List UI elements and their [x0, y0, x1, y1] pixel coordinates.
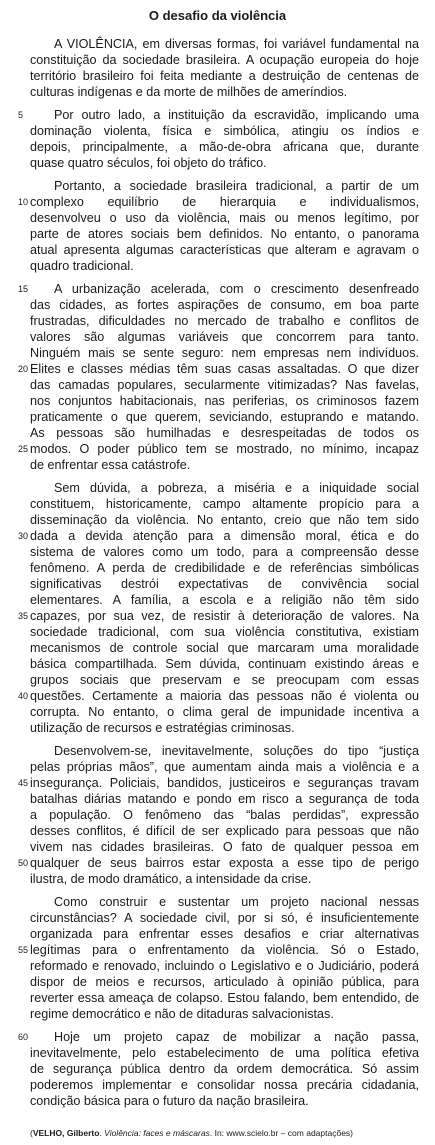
line-number: 60: [18, 1032, 29, 1042]
line-number: 15: [18, 284, 29, 294]
text-line: frustradas, dificuldades no mercado de trabalho e conflitos de: [30, 314, 419, 328]
text-line: constituição da sociedade brasileira. A ocupação europeia do hoje: [30, 53, 419, 67]
text-line: dominação violenta, física e simbólica, atingiu os índios e: [30, 124, 419, 138]
text-line: valores são algumas variáveis que concorrem para tanto.: [30, 330, 419, 344]
citation-open: (: [30, 1128, 33, 1138]
text-line: ilustra, de modo dramático, a intensidade da crise.: [30, 872, 312, 886]
text-line: quadro tradicional.: [30, 259, 134, 273]
text-line: culturas indígenas e da morte de milhões de ameríndios.: [30, 85, 348, 99]
citation-author: VELHO, Gilberto: [32, 1128, 100, 1138]
text-line: reverter essa ameaça de colapso. Estou falando, bem entendido, de: [30, 991, 419, 1005]
text-line: constituem, historicamente, campo altamente propício para a: [30, 497, 419, 511]
text-line: praticamente o que querem, seviciando, estuprando e matando.: [30, 410, 419, 424]
line-number: 50: [18, 858, 29, 868]
text-line: qualquer de seus bairros estar exposta a esse tipo de perigo: [30, 856, 419, 870]
text-line: poderemos implementar e consolidar nossa precária cidadania,: [30, 1078, 419, 1092]
text-line: Ninguém mais se sente seguro: nem empresas nem indivíduos.: [30, 346, 419, 360]
text-line: sociedade tradicional, com sua violência constitutiva, existiam: [30, 625, 419, 639]
text-line: utilização de recursos e estratégias criminosas.: [30, 721, 295, 735]
text-line: circunstâncias? A sociedade civil, por si só, é insuficientemente: [30, 911, 419, 925]
text-line: significativas destrói expectativas de convivência social: [30, 577, 419, 591]
line-number: 5: [18, 110, 24, 120]
text-line: Desenvolvem-se, inevitavelmente, soluções do tipo “justiça: [54, 744, 419, 758]
line-number: 25: [18, 444, 29, 454]
line-number: 40: [18, 691, 29, 701]
text-line: elementares. A família, a escola e a religião não têm sido: [30, 593, 419, 607]
text-line: de segurança pública dentro da ordem democrática. Só assim: [30, 1062, 419, 1076]
text-line: fenômeno. A perda de credibilidade e de referências simbólicas: [30, 561, 419, 575]
text-line: modos. O poder público tem se mostrado, no mínimo, incapaz: [30, 442, 419, 456]
line-number: 45: [18, 778, 29, 788]
source-citation: [30, 1127, 435, 1139]
text-line: de enfrentar essa catástrofe.: [30, 458, 191, 472]
text-line: As pessoas são humilhadas e desrespeitadas de todos os: [30, 426, 419, 440]
line-number: 35: [18, 611, 29, 621]
text-line: quase quatro séculos, foi objeto do tráfico.: [30, 156, 267, 170]
text-line: reformado e renovado, incluindo o Legislativo e o Judiciário, poderá: [30, 959, 419, 973]
text-line: Como construir e sustentar um projeto nacional nessas: [54, 895, 419, 909]
text-line: grupos sociais que preservam e se preocupam com essas: [30, 673, 419, 687]
line-number: 10: [18, 197, 29, 207]
text-line: corrupta. No entanto, o clima geral de impunidade incentiva a: [30, 705, 419, 719]
text-line: território brasileiro foi feita mediante a destruição de centenas de: [30, 69, 419, 83]
text-line: condição básica para o futuro da nação brasileira.: [30, 1094, 309, 1108]
text-line: mecanismos de controle social que marcaram uma moralidade: [30, 641, 419, 655]
text-line: a população. O fenômeno das “balas perdidas”, expressão: [30, 808, 419, 822]
text-line: capazes, por sua vez, de resistir à deterioração de valores. Na: [30, 609, 419, 623]
text-line: dada a devida atenção para a dimensão moral, ética e do: [30, 529, 419, 543]
citation-rest: . In: www.scielo.br – com adaptações): [209, 1128, 354, 1138]
text-line: sistema de valores como um todo, para a compreensão desse: [30, 545, 419, 559]
text-line: dispor de meios e recursos, articulado à opinião pública, para: [30, 975, 419, 989]
text-line: insegurança. Policiais, bandidos, justiceiros e seguranças travam: [30, 776, 419, 790]
text-line: inevitavelmente, pelo estabelecimento de uma política efetiva: [30, 1046, 419, 1060]
text-line: A urbanização acelerada, com o crescimento desenfreado: [54, 282, 419, 296]
text-line: desenvolveu o uso da violência, mais ou menos legítimo, por: [30, 211, 419, 225]
text-line: Hoje um projeto capaz de mobilizar a nação passa,: [54, 1030, 419, 1044]
text-line: das camadas populares, secularmente vitimizadas? Nas favelas,: [30, 378, 419, 392]
text-line: das cidades, as fortes aspirações de consumo, em boa parte: [30, 298, 419, 312]
text-line: batalhas diárias matando e pondo em risco a segurança de toda: [30, 792, 419, 806]
citation-separator: .: [99, 1128, 105, 1138]
text-line: legítimas para o enfrentamento da violência. Só o Estado,: [30, 943, 419, 957]
line-number: 30: [18, 531, 29, 541]
line-number: 20: [18, 364, 29, 374]
text-line: questões. Certamente a maioria das pessoas não é violenta ou: [30, 689, 419, 703]
text-line: vivem nas cidades brasileiras. O fato de qualquer pessoa em: [30, 840, 419, 854]
text-line: Elites e classes médias têm suas casas assaltadas. O que dizer: [30, 362, 419, 376]
text-line: A VIOLÊNCIA, em diversas formas, foi variável fundamental na: [54, 37, 419, 51]
text-line: desses conflitos, é difícil de ser explicado para pessoas que não: [30, 824, 419, 838]
line-number: 55: [18, 945, 29, 955]
text-line: Portanto, a sociedade brasileira tradicional, a partir de um: [54, 179, 419, 193]
text-line: Por outro lado, a instituição da escravidão, implicando uma: [54, 108, 419, 122]
text-line: básica compartilhada. Sem dúvida, continuam existindo áreas e: [30, 657, 419, 671]
text-line: parte de atores sociais bem definidos. No entanto, o panorama: [30, 227, 419, 241]
text-line: regime democrático e não de ditaduras salvacionistas.: [30, 1007, 334, 1021]
text-line: Sem dúvida, a pobreza, a miséria e a iniquidade social: [54, 481, 419, 495]
text-line: complexo equilíbrio de hierarquia e individualismos,: [30, 195, 419, 209]
text-line: disseminação da violência. No entanto, creio que não tem sido: [30, 513, 419, 527]
document-title: O desafio da violência: [148, 8, 287, 23]
citation-work-title: Violência: faces e máscaras: [104, 1128, 210, 1138]
text-line: atual apresenta algumas características que alteram e agravam o: [30, 243, 419, 257]
text-line: organizada para enfrentar esses desafios e criar alternativas: [30, 927, 419, 941]
text-line: depois, principalmente, a mão-de-obra africana que, durante: [30, 140, 419, 154]
text-line: nos conjuntos habitacionais, nas periferias, os criminosos fazem: [30, 394, 419, 408]
text-line: pelas próprias mãos”, que aumentam ainda mais a violência e a: [30, 760, 419, 774]
